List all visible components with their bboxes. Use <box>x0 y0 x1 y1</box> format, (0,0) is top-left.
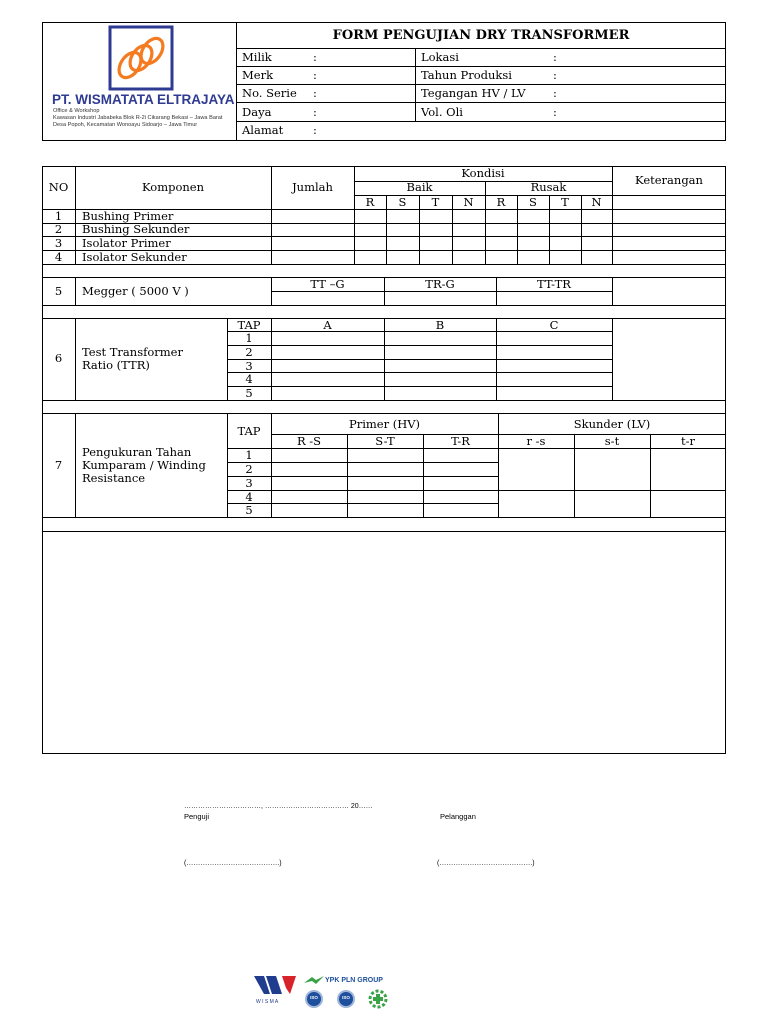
megger-number: 5 <box>54 284 63 298</box>
megger-label: Megger ( 5000 V ) <box>82 284 189 298</box>
field-colon: : <box>553 105 557 119</box>
ypk-pln-label: YPK PLN GROUP <box>325 977 383 984</box>
address-line-1: Office & Workshop <box>53 108 100 114</box>
winding-label-line-3: Resistance <box>82 471 146 485</box>
megger-col-tr-g: TR-G <box>425 277 455 291</box>
row-number: 4 <box>54 250 63 264</box>
winding-col-r-s: R -S <box>296 434 322 448</box>
ttr-tap-header: TAP <box>237 318 261 332</box>
ttr-tap: 5 <box>245 386 253 400</box>
address-line-3: Desa Popoh, Kecamatan Wonoayu Sidoarjo – Jawa Timur <box>53 122 198 128</box>
winding-tap: 3 <box>245 476 253 490</box>
pelanggan-label: Pelanggan <box>440 812 476 821</box>
winding-number: 7 <box>54 458 63 472</box>
winding-col-r-s-lv: r -s <box>526 434 546 448</box>
winding-label-line-2: Kumparam / Winding <box>82 458 206 472</box>
phase-label: S <box>529 195 537 209</box>
winding-tap: 2 <box>245 462 253 476</box>
winding-primer-header: Primer (HV) <box>348 417 421 431</box>
col-header-keterangan: Keterangan <box>635 173 703 187</box>
col-header-kondisi: Kondisi <box>461 166 505 180</box>
winding-skunder-header: Skunder (LV) <box>573 417 651 431</box>
col-header-komponen: Komponen <box>141 180 204 194</box>
field-colon: : <box>313 50 317 64</box>
table-line <box>612 277 613 305</box>
winding-label-line-1: Pengukuran Tahan <box>82 445 192 459</box>
phase-label: N <box>463 195 474 209</box>
k3-safety-icon <box>368 989 388 1009</box>
phase-label: S <box>398 195 407 209</box>
table-line <box>75 277 76 305</box>
field-label-vol-oli: Vol. Oli <box>421 105 463 119</box>
signature-penguji: (………………………………….) <box>184 860 282 867</box>
table-line <box>42 517 726 518</box>
winding-tap: 5 <box>245 503 253 517</box>
company-name: PT. WISMATATA ELTRAJAYA <box>52 92 235 107</box>
component-name: Isolator Primer <box>82 236 171 250</box>
header-line <box>236 84 726 85</box>
table-line <box>227 372 612 373</box>
table-line <box>227 345 612 346</box>
header-line <box>236 66 726 67</box>
iso-badge-label: ISO <box>342 995 350 1000</box>
field-colon: : <box>313 68 317 82</box>
table-line <box>612 318 613 400</box>
row-number: 3 <box>54 236 63 250</box>
winding-tap: 4 <box>245 490 253 504</box>
winding-col-s-t-lv: s-t <box>604 434 620 448</box>
notes-area[interactable] <box>43 532 725 753</box>
phase-label: T <box>561 195 569 209</box>
field-label-no-serie: No. Serie <box>242 86 297 100</box>
phase-label: R <box>496 195 506 209</box>
component-name: Bushing Sekunder <box>82 222 190 236</box>
table-line <box>42 400 726 401</box>
ttr-label-line-2: Ratio (TTR) <box>82 358 150 372</box>
field-label-alamat: Alamat <box>242 123 284 137</box>
table-line <box>75 318 76 400</box>
winding-tap: 1 <box>245 448 253 462</box>
field-colon: : <box>313 86 317 100</box>
field-label-milik: Milik <box>242 50 272 64</box>
table-line <box>42 264 726 265</box>
table-line <box>42 413 726 414</box>
col-header-baik: Baik <box>406 180 433 194</box>
iso-badge-label: ISO <box>310 995 318 1000</box>
ttr-col-a: A <box>323 318 332 332</box>
field-colon: : <box>553 68 557 82</box>
row-number: 2 <box>54 222 63 236</box>
field-colon: : <box>553 50 557 64</box>
ttr-tap: 2 <box>245 345 253 359</box>
ttr-tap: 1 <box>245 331 253 345</box>
company-logo <box>108 25 174 91</box>
phase-label: T <box>431 195 440 209</box>
field-colon: : <box>313 123 317 137</box>
signature-pelanggan: (………………………………….) <box>437 860 535 867</box>
ttr-label-line-1: Test Transformer <box>82 345 183 359</box>
megger-col-tt-g: TT –G <box>310 277 345 291</box>
table-line <box>75 413 76 517</box>
component-name: Bushing Primer <box>82 209 174 223</box>
field-label-tegangan: Tegangan HV / LV <box>421 86 526 100</box>
wisma-label: W I S M A <box>256 999 279 1005</box>
ttr-number: 6 <box>54 351 63 365</box>
col-header-rusak: Rusak <box>530 180 567 194</box>
table-line <box>227 448 726 449</box>
header-mid-line <box>415 48 416 121</box>
col-header-jumlah: Jumlah <box>292 180 333 194</box>
ttr-col-b: B <box>435 318 445 332</box>
ttr-col-c: C <box>549 318 559 332</box>
winding-col-t-r: T-R <box>451 434 470 448</box>
ttr-tap: 3 <box>245 359 253 373</box>
date-line: ……………………………, ……………………………… 20…… <box>184 803 373 810</box>
ttr-tap: 4 <box>245 372 253 386</box>
field-colon: : <box>553 86 557 100</box>
header-line <box>236 48 726 49</box>
row-number: 1 <box>54 209 63 223</box>
table-line <box>227 359 612 360</box>
megger-col-tt-tr: TT-TR <box>537 277 571 291</box>
component-name: Isolator Sekunder <box>82 250 187 264</box>
form-title: FORM PENGUJIAN DRY TRANSFORMER <box>332 28 630 43</box>
winding-col-t-r-lv: t-r <box>680 434 695 448</box>
phase-label: N <box>591 195 602 209</box>
field-label-tahun-produksi: Tahun Produksi <box>421 68 512 82</box>
phase-label: R <box>365 195 375 209</box>
field-colon: : <box>313 105 317 119</box>
table-line <box>42 305 726 306</box>
field-label-daya: Daya <box>242 105 272 119</box>
field-label-merk: Merk <box>242 68 274 82</box>
table-line <box>271 291 612 292</box>
header-line <box>236 121 726 122</box>
ypk-pln-logo <box>304 975 324 985</box>
penguji-label: Penguji <box>184 812 210 821</box>
winding-tap-header: TAP <box>237 424 261 438</box>
col-header-no: NO <box>48 180 69 194</box>
header-line <box>236 102 726 103</box>
field-label-lokasi: Lokasi <box>421 50 459 64</box>
winding-col-s-t: S-T <box>375 434 395 448</box>
table-line <box>612 195 726 196</box>
address-line-2: Kawasan Industri Jababeka Blok R-2i Cikarang Bekasi – Jawa Barat <box>53 115 223 121</box>
table-line <box>227 490 726 491</box>
table-line <box>227 386 612 387</box>
